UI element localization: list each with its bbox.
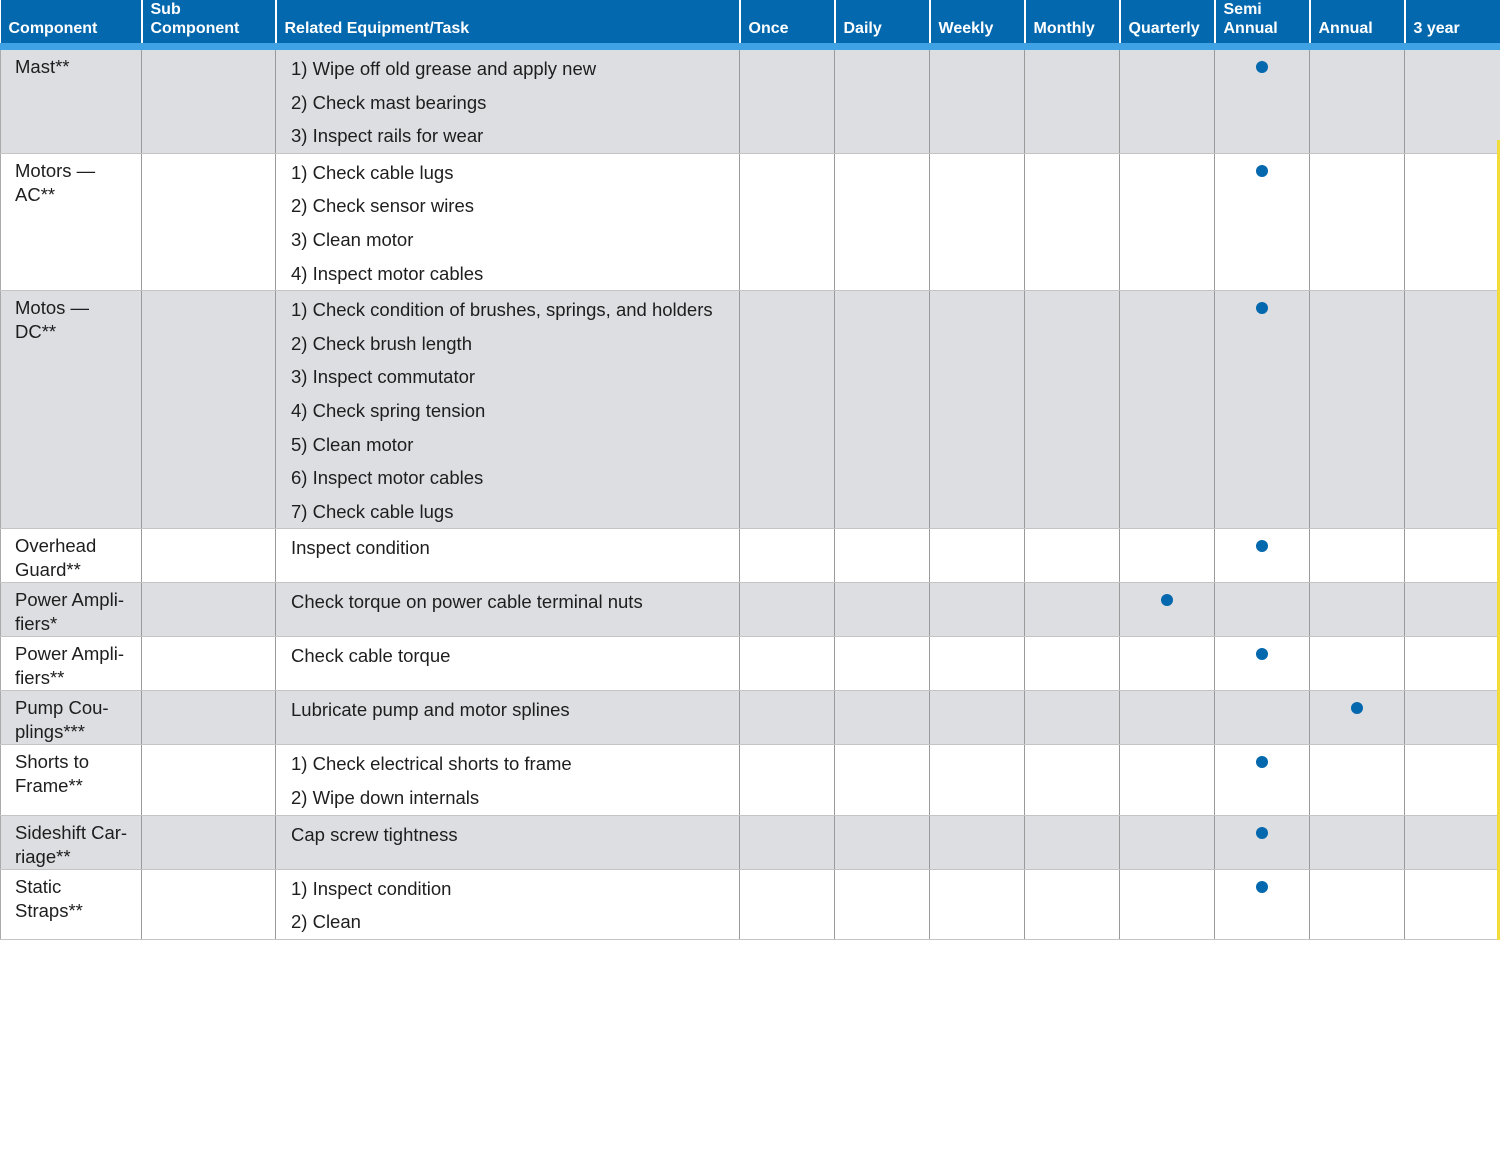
frequency-cell-quarterly (1120, 745, 1215, 815)
frequency-cell-three-year (1405, 869, 1500, 939)
task-cell (276, 691, 740, 745)
task-item: Cap screw tightness (291, 823, 458, 845)
component-cell (1, 637, 142, 691)
table-body (1, 47, 1500, 940)
task-item: 6) Inspect motor cables (291, 467, 484, 489)
header-daily: Daily (835, 0, 930, 47)
task-item: 2) Clean (291, 911, 361, 933)
frequency-marker-dot-icon (1256, 881, 1268, 893)
task-item: Lubricate pump and motor splines (291, 699, 570, 721)
frequency-marker-dot-icon (1351, 702, 1363, 714)
frequency-cell-monthly (1025, 691, 1120, 745)
frequency-cell-three-year (1405, 529, 1500, 583)
component-cell (1, 745, 142, 815)
sub-component-cell (142, 815, 276, 869)
frequency-cell-daily (835, 583, 930, 637)
task-item: 2) Wipe down internals (291, 786, 480, 808)
sub-component-cell (142, 869, 276, 939)
frequency-cell-weekly (930, 691, 1025, 745)
component-name-line: AC** (15, 183, 56, 205)
table-header (1, 0, 1500, 47)
component-name-line: Motors — (15, 159, 96, 181)
sub-component-cell (142, 529, 276, 583)
sub-component-cell (142, 291, 276, 529)
table-row (1, 583, 1500, 637)
sub-component-cell (142, 583, 276, 637)
task-cell (276, 153, 740, 290)
frequency-cell-quarterly (1120, 153, 1215, 290)
component-name-line: Power Ampli- (15, 643, 124, 665)
component-name-line: Shorts to (15, 751, 90, 773)
frequency-cell-daily (835, 47, 930, 154)
component-cell (1, 153, 142, 290)
frequency-cell-weekly (930, 291, 1025, 529)
component-name-line: Straps** (15, 899, 83, 921)
frequency-cell-once (740, 869, 835, 939)
frequency-cell-three-year (1405, 583, 1500, 637)
task-cell (276, 869, 740, 939)
frequency-cell-once (740, 153, 835, 290)
frequency-marker-dot-icon (1256, 165, 1268, 177)
sub-component-cell (142, 47, 276, 154)
task-item: 7) Check cable lugs (291, 500, 454, 522)
task-item: 2) Check brush length (291, 332, 472, 354)
frequency-cell-monthly (1025, 291, 1120, 529)
frequency-cell-once (740, 529, 835, 583)
frequency-cell-quarterly (1120, 691, 1215, 745)
component-name-line: Motos — (15, 297, 90, 319)
header-sub-component-line1: Sub (150, 1, 181, 18)
task-cell (276, 291, 740, 529)
frequency-cell-annual (1310, 291, 1405, 529)
frequency-cell-annual (1310, 47, 1405, 154)
frequency-cell-semi-annual (1215, 529, 1310, 583)
frequency-cell-weekly (930, 637, 1025, 691)
frequency-cell-semi-annual (1215, 153, 1310, 290)
task-item: 5) Clean motor (291, 433, 414, 455)
frequency-cell-weekly (930, 583, 1025, 637)
header-semi-annual-line1: Semi (1223, 1, 1262, 18)
frequency-cell-semi-annual (1215, 583, 1310, 637)
component-name-line: fiers* (15, 613, 58, 635)
table-row (1, 637, 1500, 691)
frequency-cell-monthly (1025, 815, 1120, 869)
component-name-line: Mast** (15, 56, 70, 77)
frequency-cell-three-year (1405, 815, 1500, 869)
table-row (1, 869, 1500, 939)
task-cell (276, 815, 740, 869)
component-name-line: Frame** (15, 775, 83, 797)
frequency-cell-daily (835, 291, 930, 529)
task-item: Inspect condition (291, 537, 430, 559)
frequency-cell-once (740, 583, 835, 637)
frequency-cell-three-year (1405, 153, 1500, 290)
header-semi-annual (1215, 0, 1310, 47)
sub-component-cell (142, 745, 276, 815)
task-item: 1) Inspect condition (291, 877, 452, 899)
header-monthly: Monthly (1025, 0, 1120, 47)
frequency-marker-dot-icon (1161, 594, 1173, 606)
task-item: Check cable torque (291, 645, 451, 667)
table-row (1, 691, 1500, 745)
header-task: Related Equipment/Task (276, 0, 740, 47)
task-item: 3) Inspect commutator (291, 366, 476, 388)
table-row (1, 47, 1500, 154)
header-annual: Annual (1310, 0, 1405, 47)
frequency-cell-quarterly (1120, 583, 1215, 637)
frequency-cell-monthly (1025, 47, 1120, 154)
task-cell (276, 47, 740, 154)
header-component: Component (1, 0, 142, 47)
frequency-cell-three-year (1405, 745, 1500, 815)
frequency-cell-weekly (930, 815, 1025, 869)
frequency-cell-monthly (1025, 529, 1120, 583)
task-item: 3) Clean motor (291, 228, 414, 250)
task-item: 1) Check condition of brushes, springs, and holders (291, 299, 713, 321)
task-item: 4) Inspect motor cables (291, 262, 484, 284)
frequency-cell-semi-annual (1215, 691, 1310, 745)
frequency-cell-weekly (930, 153, 1025, 290)
frequency-cell-once (740, 815, 835, 869)
frequency-cell-quarterly (1120, 815, 1215, 869)
table-row (1, 153, 1500, 290)
component-name-line: Static (15, 875, 62, 897)
frequency-cell-quarterly (1120, 637, 1215, 691)
frequency-cell-once (740, 637, 835, 691)
component-name-line: Power Ampli- (15, 589, 124, 611)
frequency-cell-three-year (1405, 47, 1500, 154)
frequency-marker-dot-icon (1256, 302, 1268, 314)
frequency-cell-daily (835, 745, 930, 815)
frequency-cell-semi-annual (1215, 637, 1310, 691)
component-name-line: Pump Cou- (15, 697, 109, 719)
frequency-cell-quarterly (1120, 529, 1215, 583)
frequency-cell-daily (835, 815, 930, 869)
task-cell (276, 583, 740, 637)
component-name-line: DC** (15, 321, 57, 343)
header-weekly: Weekly (930, 0, 1025, 47)
frequency-marker-dot-icon (1256, 756, 1268, 768)
task-item: 2) Check sensor wires (291, 195, 475, 217)
task-cell (276, 745, 740, 815)
frequency-cell-semi-annual (1215, 291, 1310, 529)
component-name-line: riage** (15, 845, 71, 867)
frequency-cell-semi-annual (1215, 745, 1310, 815)
header-semi-annual-line2: Annual (1223, 20, 1278, 37)
frequency-cell-annual (1310, 529, 1405, 583)
frequency-cell-once (740, 47, 835, 154)
frequency-marker-dot-icon (1256, 827, 1268, 839)
table-row (1, 815, 1500, 869)
frequency-cell-weekly (930, 529, 1025, 583)
component-name-line: Guard** (15, 559, 81, 581)
header-quarterly: Quarterly (1120, 0, 1215, 47)
task-item: Check torque on power cable terminal nuts (291, 591, 643, 613)
frequency-cell-annual (1310, 691, 1405, 745)
task-item: 1) Check electrical shorts to frame (291, 753, 572, 775)
frequency-cell-monthly (1025, 745, 1120, 815)
frequency-cell-daily (835, 529, 930, 583)
frequency-cell-daily (835, 869, 930, 939)
header-3-year: 3 year (1405, 0, 1500, 47)
sub-component-cell (142, 637, 276, 691)
task-cell (276, 529, 740, 583)
frequency-cell-three-year (1405, 637, 1500, 691)
frequency-cell-monthly (1025, 583, 1120, 637)
table-row (1, 745, 1500, 815)
header-once: Once (740, 0, 835, 47)
task-item: 4) Check spring tension (291, 399, 486, 421)
frequency-cell-daily (835, 691, 930, 745)
task-item: 1) Check cable lugs (291, 161, 454, 183)
component-name-line: Sideshift Car- (15, 821, 128, 843)
table-row (1, 529, 1500, 583)
component-cell (1, 691, 142, 745)
frequency-cell-annual (1310, 745, 1405, 815)
frequency-cell-daily (835, 637, 930, 691)
frequency-cell-once (740, 745, 835, 815)
component-cell (1, 583, 142, 637)
component-name-line: fiers** (15, 667, 65, 689)
frequency-cell-daily (835, 153, 930, 290)
frequency-cell-three-year (1405, 291, 1500, 529)
frequency-cell-quarterly (1120, 47, 1215, 154)
frequency-cell-quarterly (1120, 291, 1215, 529)
frequency-cell-annual (1310, 637, 1405, 691)
task-cell (276, 637, 740, 691)
frequency-cell-semi-annual (1215, 47, 1310, 154)
component-name-line: plings*** (15, 721, 85, 743)
component-cell (1, 869, 142, 939)
table-row (1, 291, 1500, 529)
frequency-cell-weekly (930, 869, 1025, 939)
component-cell (1, 815, 142, 869)
component-cell (1, 529, 142, 583)
frequency-cell-weekly (930, 47, 1025, 154)
frequency-cell-annual (1310, 869, 1405, 939)
component-name-line: Overhead (15, 535, 97, 557)
frequency-cell-three-year (1405, 691, 1500, 745)
header-sub-component (142, 0, 276, 47)
frequency-cell-monthly (1025, 153, 1120, 290)
task-item: 3) Inspect rails for wear (291, 125, 484, 147)
frequency-cell-semi-annual (1215, 815, 1310, 869)
frequency-marker-dot-icon (1256, 61, 1268, 73)
frequency-cell-annual (1310, 583, 1405, 637)
frequency-cell-quarterly (1120, 869, 1215, 939)
frequency-marker-dot-icon (1256, 648, 1268, 660)
header-sub-component-line2: Component (150, 20, 240, 37)
frequency-cell-monthly (1025, 869, 1120, 939)
sub-component-cell (142, 691, 276, 745)
frequency-cell-annual (1310, 815, 1405, 869)
frequency-cell-annual (1310, 153, 1405, 290)
frequency-cell-once (740, 291, 835, 529)
component-cell (1, 291, 142, 529)
frequency-cell-semi-annual (1215, 869, 1310, 939)
task-item: 1) Wipe off old grease and apply new (291, 58, 597, 79)
frequency-cell-once (740, 691, 835, 745)
frequency-marker-dot-icon (1256, 540, 1268, 552)
frequency-cell-monthly (1025, 637, 1120, 691)
task-item: 2) Check mast bearings (291, 91, 487, 113)
frequency-cell-weekly (930, 745, 1025, 815)
component-cell (1, 47, 142, 154)
sub-component-cell (142, 153, 276, 290)
